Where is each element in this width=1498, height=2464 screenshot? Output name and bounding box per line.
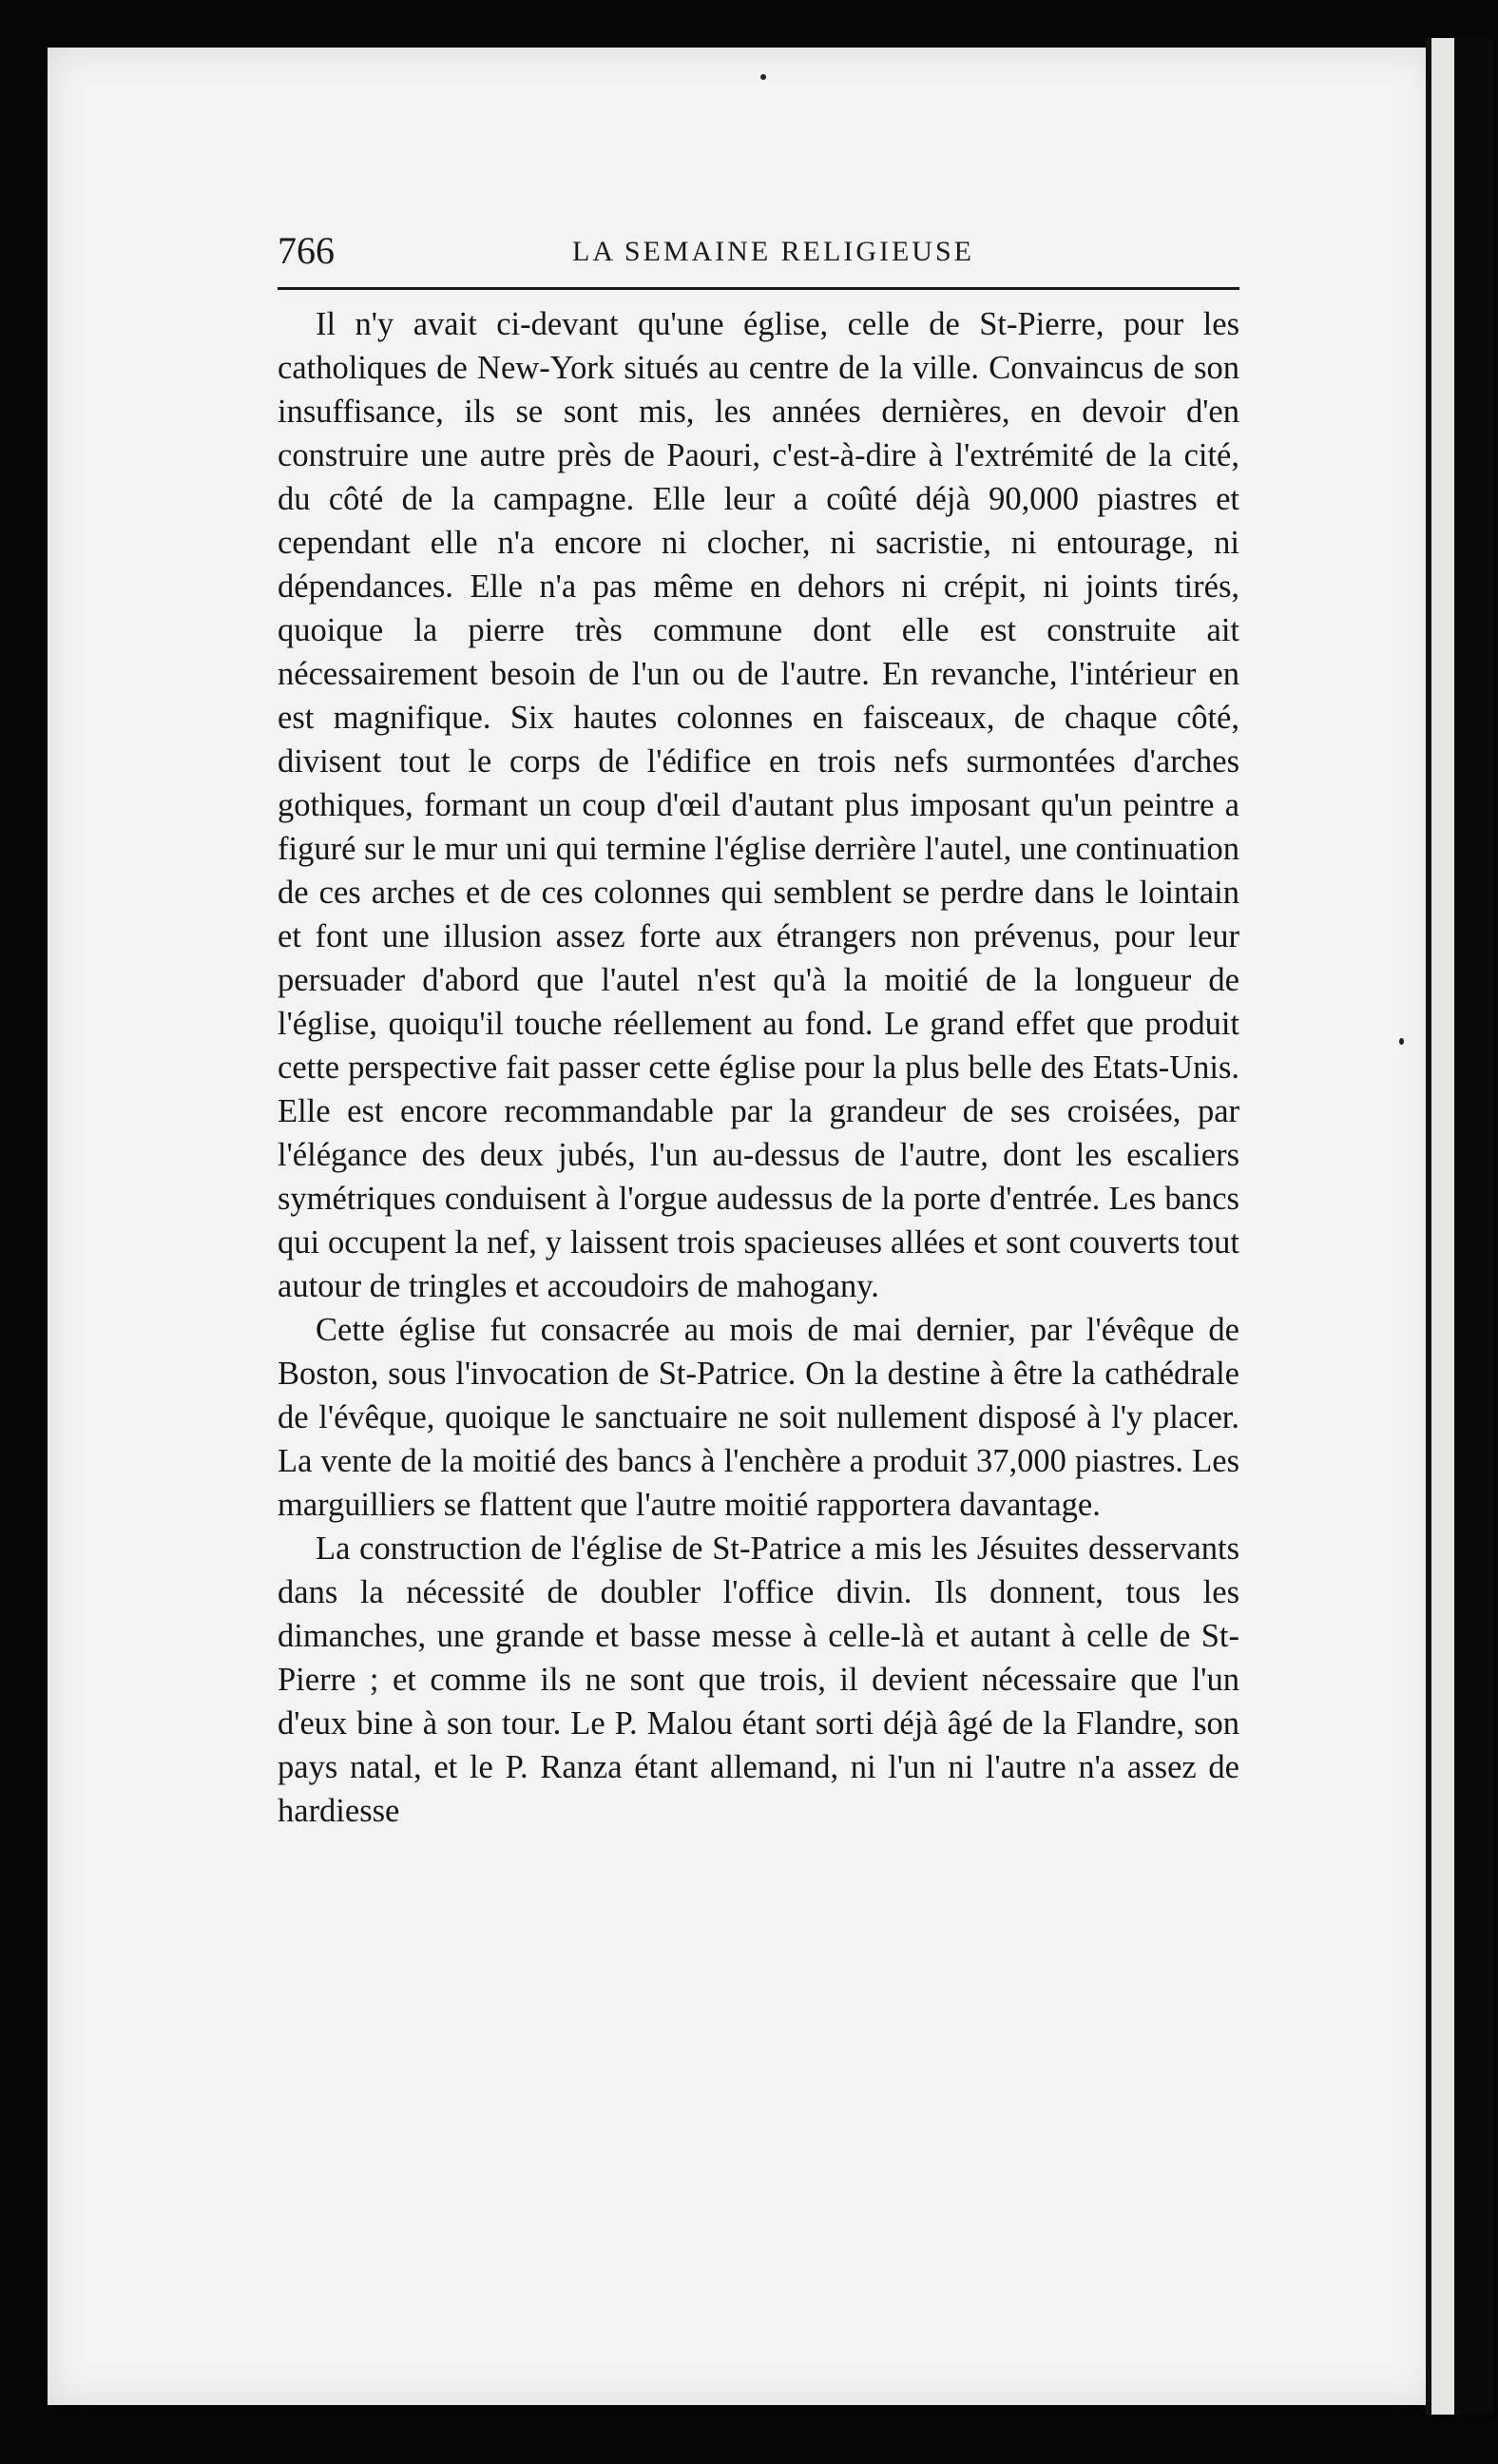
header-rule (278, 287, 1239, 290)
paragraph-2: Cette église fut consacrée au mois de mai dernier, par l'évêque de Boston, sous l'invocation de St-Patrice. On la destine à être la cathédrale de l'évêque, quoique le sanctuaire ne soit nullement disposé à l'y placer. La vente de la moitié des bancs à l'enchère a produit 37,000 piastres. Les marguilliers se flattent que l'autre moitié rapportera davantage. (278, 1312, 1239, 1523)
paragraph-1: Il n'y avait ci-devant qu'une église, celle de St-Pierre, pour les catholiques de New-York situés au centre de la ville. Convaincus de son insuffisance, ils se sont mis, les années dernières, en devoir d'en construire une autre près de Paouri, c'est-à-dire à l'extrémité de la cité, du côté de la campagne. Elle leur a coûté déjà 90,000 piastres et cependant elle n'a encore ni clocher, ni sacristie, ni entourage, ni dépendances. Elle n'a pas même en dehors ni crépit, ni joints tirés, quoique la pierre très commune dont elle est construite ait nécessairement besoin de l'un ou de l'autre. En revanche, l'intérieur en est magnifique. Six hautes colonnes en faisceaux, de chaque côté, divisent tout le corps de l'édifice en trois nefs surmontées d'arches gothiques, formant un coup d'œil d'autant plus imposant qu'un peintre a figuré sur le mur uni qui termine l'église derrière l'autel, une continuation de ces arches et de ces colonnes qui semblent se perdre dans le lointain et font une illusion assez forte aux étrangers non prévenus, pour leur persuader d'abord que l'autel n'est qu'à la moitié de la longueur de l'église, quoiqu'il touche réellement au fond. Le grand effet que produit cette perspective fait passer cette église pour la plus belle des Etats-Unis. Elle est encore recommandable par la grandeur de ses croisées, par l'élégance des deux jubés, l'un au-dessus de l'autre, dont les escaliers symétriques conduisent à l'orgue audessus de la porte d'entrée. Les bancs qui occupent la nef, y laissent trois spacieuses allées et sont couverts tout autour de tringles et accoudoirs de mahogany. (278, 306, 1239, 1304)
paragraph-3: La construction de l'église de St-Patrice a mis les Jésuites desservants dans la nécessité de doubler l'office divin. Ils donnent, tous les dimanches, une grande et basse messe à celle-là et autant à celle de St-Pierre ; et comme ils ne sont que trois, il devient nécessaire que l'un d'eux bine à son tour. Le P. Malou étant sorti déjà âgé de la Flandre, son pays natal, et le P. Ranza étant allemand, ni l'un ni l'autre n'a assez de hardiesse (278, 1530, 1239, 1829)
page-number: 766 (278, 229, 335, 272)
page-header (278, 219, 1238, 276)
scan-margin (1454, 38, 1492, 2415)
body-text (278, 302, 1239, 1833)
running-title: LA SEMAINE RELIGIEUSE (572, 236, 974, 267)
scan-speck (1399, 1038, 1404, 1045)
scan-speck (760, 74, 766, 80)
